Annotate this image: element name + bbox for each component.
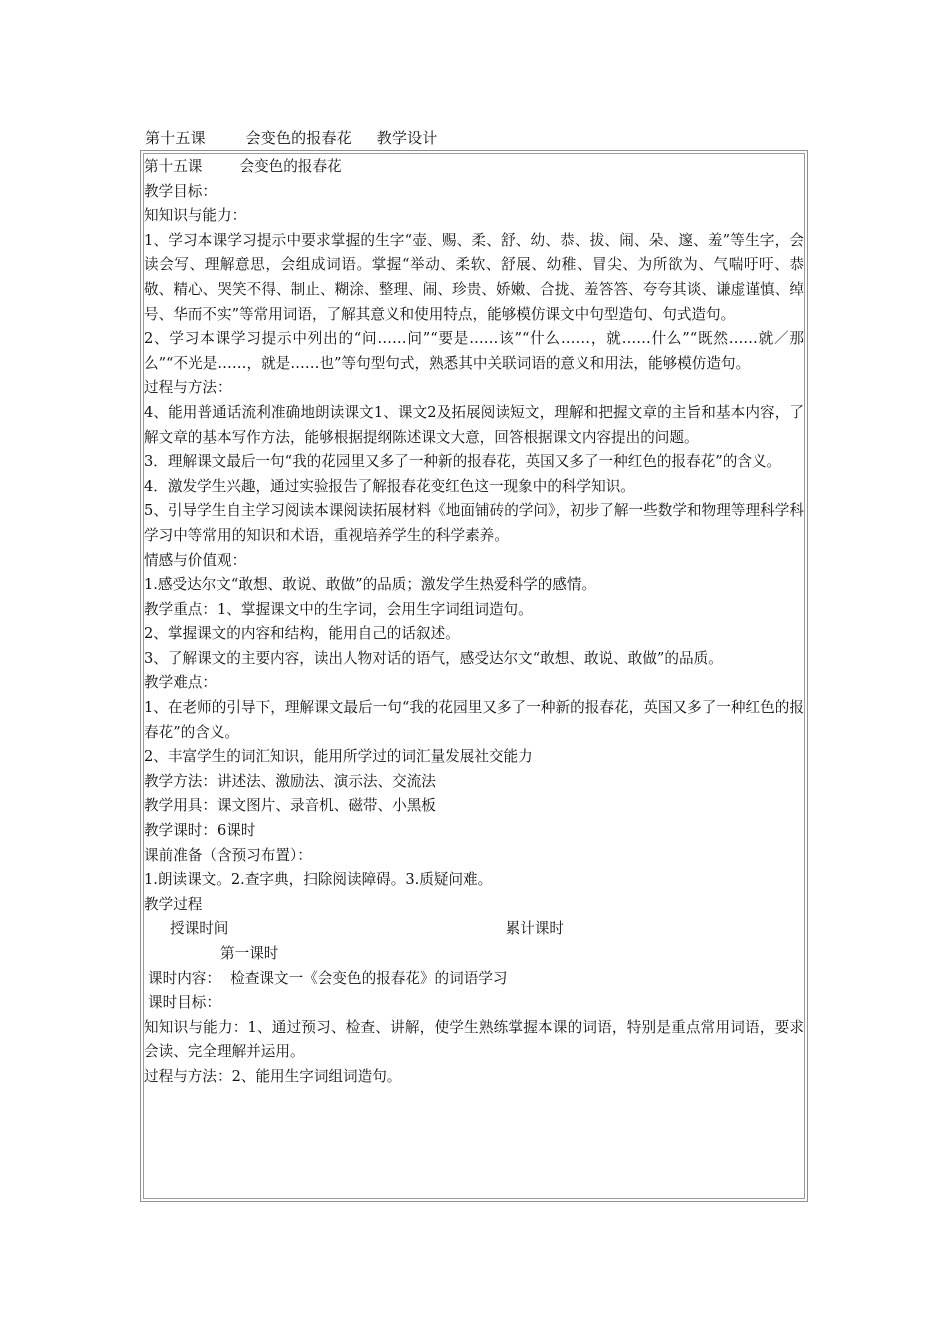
teaching-tools: 教学用具：课文图片、录音机、磁带、小黑板 (144, 797, 436, 815)
knowledge-item-1: 1、学习本课学习提示中要求掌握的生字“壶、赐、柔、舒、幼、恭、拔、闹、朵、邃、羞”等生字，会读会写、理解意思，会组成词语。掌握“举动、柔软、舒展、幼稚、冒尖、为所欲为、气喘吁吁、恭敬、精心、哭笑不得、制止、糊涂、整理、闹、珍贵、娇嫩、合拢、羞答答、夸夸其谈、谦虚谨慎、绰号、华而不实”等常用词语，了解其意义和使用特点，能够模仿课文中句型造句、句式造句。 (144, 231, 804, 323)
teaching-methods: 教学方法：讲述法、激励法、演示法、交流法 (144, 772, 436, 790)
preparation-label: 课前准备（含预习布置）： (144, 846, 312, 864)
table-content (144, 155, 804, 1090)
difficulty-2: 2、丰富学生的词汇知识，能用所学过的词汇量发展社交能力 (144, 748, 533, 766)
process-title: 教学过程 (144, 895, 203, 913)
teaching-hours: 教学课时：6课时 (144, 822, 256, 840)
knowledge-label: 知知识与能力： (144, 207, 247, 225)
teaching-time-label: 授课时间 (170, 920, 229, 938)
lesson-content: 课时内容： 检查课文一《会变色的报春花》的词语学习 (148, 969, 508, 987)
lesson-process: 过程与方法：2、能用生字词组词造句。 (144, 1067, 402, 1085)
goals-label: 教学目标： (144, 182, 217, 200)
lesson-knowledge: 知知识与能力：1、通过预习、检查、讲解，使学生熟练掌握本课的词语，特别是重点常用词语，要求会读、完全理解并运用。 (144, 1018, 804, 1061)
time-row (144, 917, 564, 942)
lesson-goals-label: 课时目标： (148, 994, 221, 1012)
key-point-3: 3、了解课文的主要内容，读出人物对话的语气，感受达尔文“敢想、敢说、敢做”的品质。 (144, 649, 723, 667)
lesson-heading: 第十五课 会变色的报春花 (144, 158, 342, 175)
difficulty-label: 教学难点： (144, 674, 217, 692)
difficulty-1: 1、在老师的引导下，理解课文最后一句“我的花园里又多了一种新的报春花，英国又多了一种红色的报春花”的含义。 (144, 699, 804, 741)
process-label: 过程与方法： (144, 379, 232, 397)
preparation: 1.朗读课文。2.查字典，扫除阅读障碍。3.质疑问难。 (144, 871, 493, 889)
emotion-label: 情感与价值观： (144, 551, 247, 569)
lesson-plan-table (140, 150, 808, 1202)
process-item-4b: 4．激发学生兴趣，通过实验报告了解报春花变红色这一现象中的科学知识。 (144, 477, 635, 495)
process-item-5: 5、引导学生自主学习阅读本课阅读拓展材料《地面铺砖的学问》，初步了解一些数学和物理等理科学科学习中等常用的知识和术语，重视培养学生的科学素养。 (144, 502, 804, 544)
lesson-one-title: 第一课时 (220, 945, 279, 962)
cumulative-hours-label: 累计课时 (505, 920, 564, 938)
key-point-2: 2、掌握课文的内容和结构，能用自己的话叙述。 (144, 625, 460, 643)
emotion-item-1: 1.感受达尔文“敢想、敢说、敢做”的品质；激发学生热爱科学的感情。 (144, 576, 597, 594)
process-item-4: 4、能用普通话流利准确地朗读课文1、课文2及拓展阅读短文，理解和把握文章的主旨和基本内容，了解文章的基本写作方法，能够根据提纲陈述课文大意，回答根据课文内容提出的问题。 (144, 403, 804, 446)
key-points: 教学重点：1、掌握课文中的生字词，会用生字词组词造句。 (144, 600, 533, 618)
document-title: 第十五课 会变色的报春花 教学设计 (145, 129, 438, 147)
process-item-3: 3．理解课文最后一句“我的花园里又多了一种新的报春花，英国又多了一种红色的报春花”的含义。 (144, 453, 782, 471)
knowledge-item-2: 2、学习本课学习提示中列出的“问……问”“要是……该”“什么……，就……什么”“既然……就／那么”“不光是……，就是……也”等句型句式，熟悉其中关联词语的意义和用法，能够模仿造句。 (144, 330, 804, 372)
